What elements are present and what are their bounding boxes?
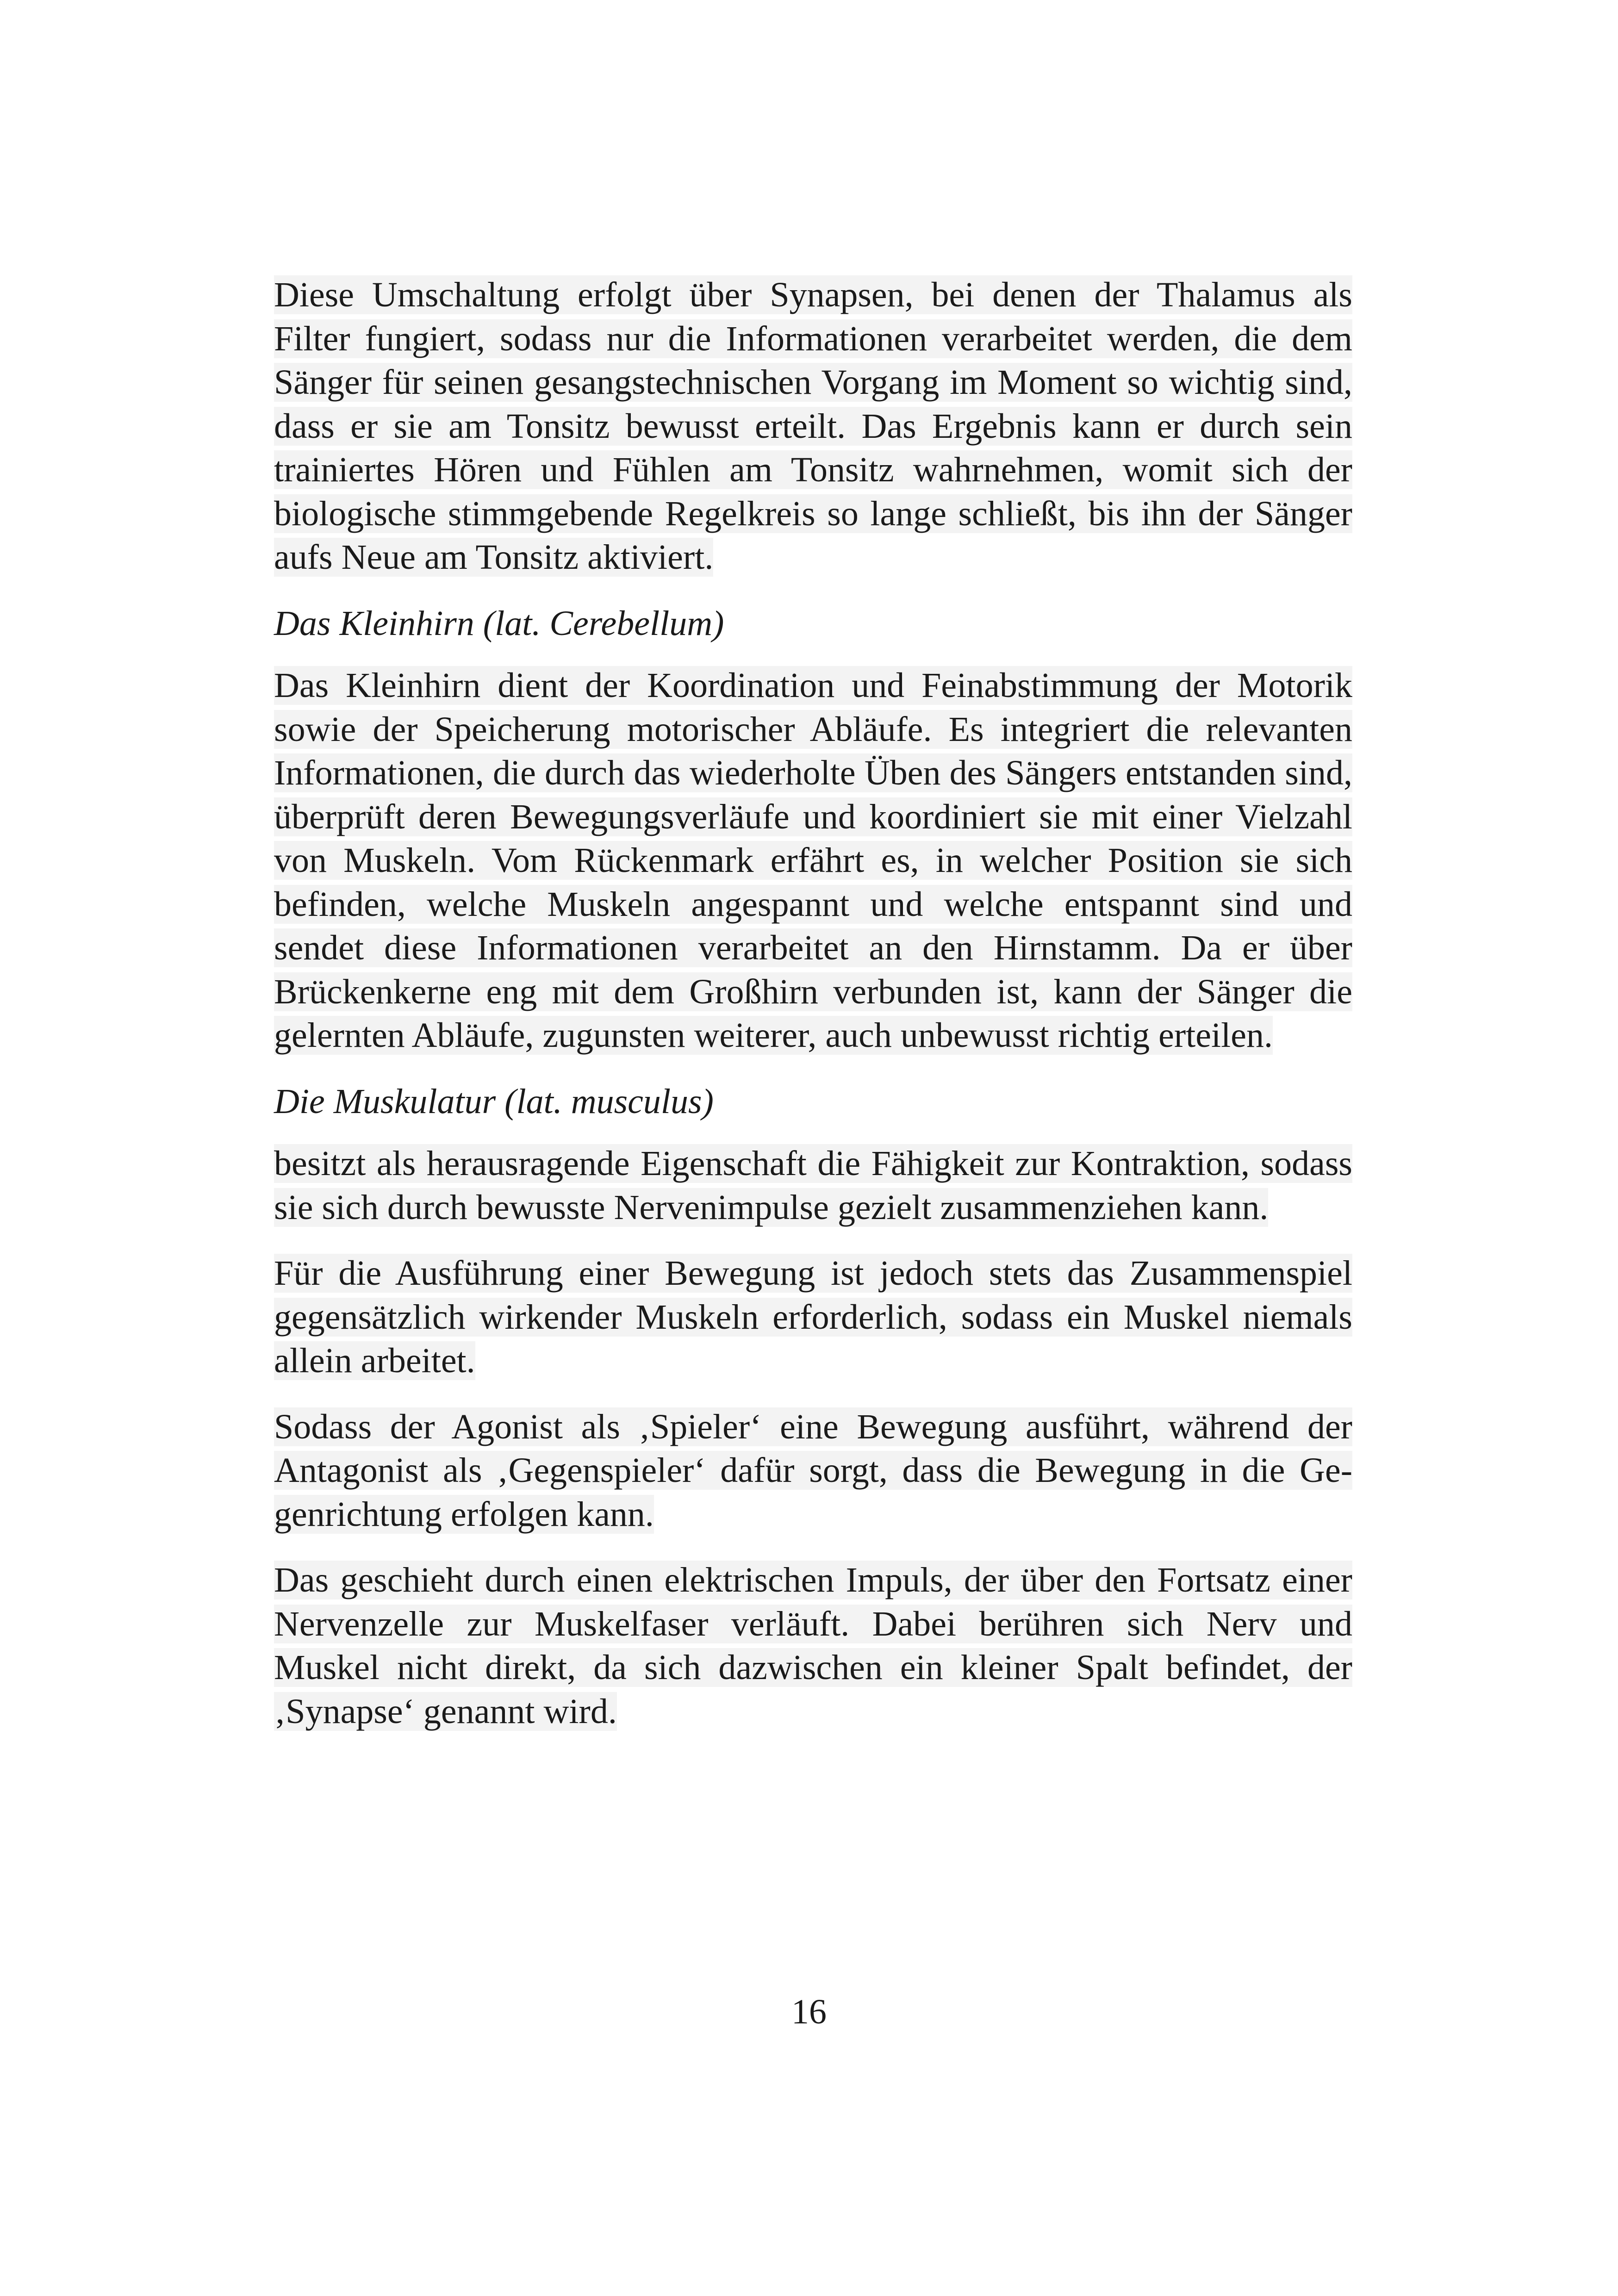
paragraph-kleinhirn [274,664,1352,1058]
page-number: 16 [791,1992,827,2031]
paragraph-synapse-text: Das geschieht durch einen elektrischen Impuls, der über den Fortsatz einer Nervenzelle zur Muskelfaser verläuft. Dabei berühren sich Nerv und Muskel nicht direkt, da sich dazwischen ein kleiner Spalt befindet, der ‚Synapse‘ genannt wird. [274,1561,1352,1731]
paragraph-agonist [274,1405,1352,1537]
paragraph-thalamus [274,273,1352,579]
paragraph-zusammenspiel [274,1251,1352,1383]
heading-muskulatur: Die Muskulatur (lat. musculus) [274,1082,714,1121]
paragraph-kleinhirn-text: Das Kleinhirn dient der Koordination und Feinabstimmung der Motorik sowie der Speicherung motorischer Abläufe. Es integriert die relevanten Informationen, die durch das wiederholte Üben des Sängers entstanden sind, überprüft deren Bewegungsverläufe und koordiniert sie mit einer Vielzahl von Muskeln. Vom Rückenmark erfährt es, in welcher Position sie sich befinden, welche Muskeln angespannt und welche entspannt sind und sendet diese Informationen verarbeitet an den Hirnstamm. Da er über Brückenkerne eng mit dem Großhirn verbunden ist, kann der Sänger die gelernten Abläufe, zugunsten weiterer, auch unbewusst richtig erteilen. [274,666,1352,1055]
paragraph-kontraktion [274,1142,1352,1229]
paragraph-thalamus-text: Diese Umschaltung erfolgt über Synapsen, bei denen der Thalamus als Filter fungiert, sodass nur die Informationen verarbeitet werden, die dem Sänger für seinen gesangstechnischen Vorgang im Moment so wichtig sind, dass er sie am Tonsitz bewusst erteilt. Das Ergebnis kann er durch sein trainiertes Hören und Fühlen am Tonsitz wahrnehmen, womit sich der biologische stimmgebende Regelkreis so lange schließt, bis ihn der Sänger aufs Neue am Tonsitz aktiviert. [274,275,1352,577]
heading-kleinhirn: Das Kleinhirn (lat. Cerebellum) [274,604,724,643]
paragraph-kontraktion-text: besitzt als herausragende Eigenschaft die Fähigkeit zur Kontraktion, sodass sie sich durch bewusste Nervenimpulse gezielt zusammenziehen kann. [274,1144,1352,1227]
page-body [274,273,1352,1755]
paragraph-zusammenspiel-text: Für die Ausführung einer Bewegung ist jedoch stets das Zusammenspiel gegensätzlich wirkender Muskeln erforderlich, sodass ein Muskel niemals allein arbeitet. [274,1254,1352,1380]
paragraph-synapse [274,1558,1352,1733]
paragraph-agonist-text: Sodass der Agonist als ‚Spieler‘ eine Bewegung ausführt, während der Antagonist als ‚Gegenspieler‘ dafür sorgt, dass die Bewegung in die Gegenrichtung erfolgen kann. [274,1407,1352,1534]
